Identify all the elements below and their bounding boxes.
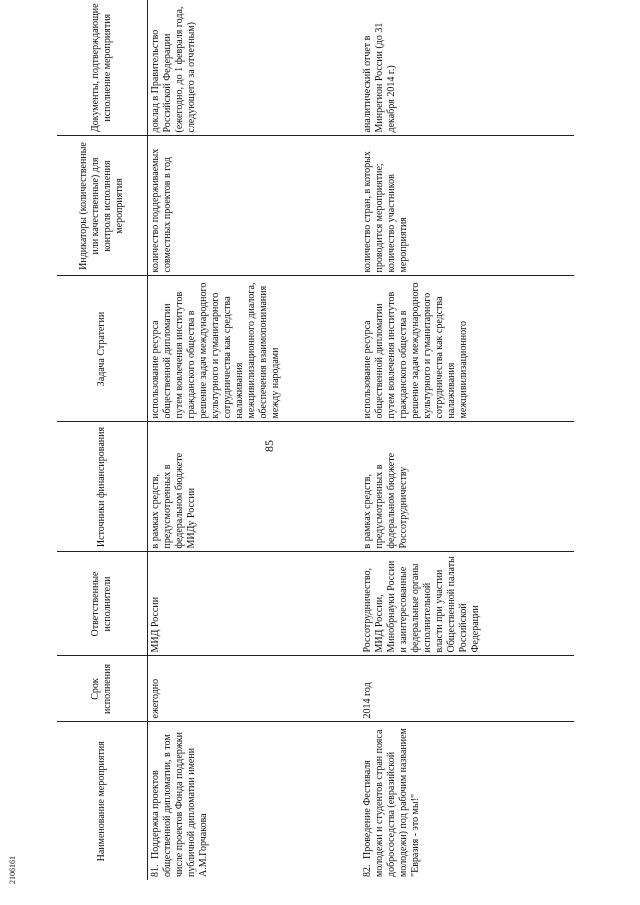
rotated-table-container (57, 0, 577, 880)
header-funding: Источники финансирования (57, 422, 148, 552)
cell-task: использование ресурса общественной дипломатии путем вовлечения институтов гражданского общества в решение задач международного культурного и гуманитарного сотрудничества как средства налаживания межцивилизационного диалога, обеспечения взаимопонимания между народами (148, 276, 361, 422)
cell-executors: Россотрудничество, МИД России, Минобрнауки России и заинтересованные федеральные органы исполнительной власти при участии Общественной палаты Российской Федерации (360, 552, 574, 656)
header-name: Наименование мероприятия (57, 722, 148, 880)
cell-documents: доклад в Правительство Российской Федерации (ежегодно, до 1 февраля года, следующего за отчетным) (148, 0, 361, 136)
cell-executors: МИД России (148, 552, 361, 656)
table-row (148, 0, 361, 880)
header-documents: Документы, подтверждающие исполнение мероприятия (57, 0, 148, 136)
header-task: Задача Стратегии (57, 276, 148, 422)
measure-name: Проведение Фестиваля молодежи и студентов стран пояса добрососедства (евразийской молодежи) под рабочим названием "Евразия - это мы!" (362, 728, 421, 877)
row-number: 81. (150, 864, 161, 877)
table-row (360, 0, 574, 880)
header-executors: Ответственные исполнители (57, 552, 148, 656)
row-number: 82. (362, 864, 373, 877)
header-deadline: Срок исполнения (57, 656, 148, 722)
cell-name (360, 722, 574, 880)
cell-deadline: ежегодно (148, 656, 361, 722)
cell-task: использование ресурса общественной дипломатии путем вовлечения институтов гражданского общества в решение задач международного культурного и гуманитарного сотрудничества как средства налаживания межцивилизационного (360, 276, 574, 422)
cell-documents: аналитический отчет в Минрегион России (до 31 декабря 2014 г.) (360, 0, 574, 136)
cell-deadline: 2014 год (360, 656, 574, 722)
cell-name (148, 722, 361, 880)
table-header-row (57, 0, 148, 880)
header-indicators: Индикаторы (количественные или качественные) для контроля исполнения мероприятия (57, 136, 148, 276)
cell-indicators: количество стран, в которых проводится мероприятие; количество участников мероприятия (360, 136, 574, 276)
measure-name: Поддержка проектов общественной дипломатии, в том числе проектов Фонда поддержки публичной дипломатии имени А.М.Горчакова (150, 732, 209, 877)
cell-indicators: количество поддерживаемых совместных проектов в год (148, 136, 361, 276)
measures-table (57, 0, 574, 880)
cell-funding: в рамках средств, предусмотренных в федеральном бюджете МИДу России (148, 422, 361, 552)
document-code: 2106161 (8, 856, 17, 884)
page-number: 85 (262, 440, 276, 452)
cell-funding: в рамках средств, предусмотренных в федеральном бюджете Россотрудничеству (360, 422, 574, 552)
